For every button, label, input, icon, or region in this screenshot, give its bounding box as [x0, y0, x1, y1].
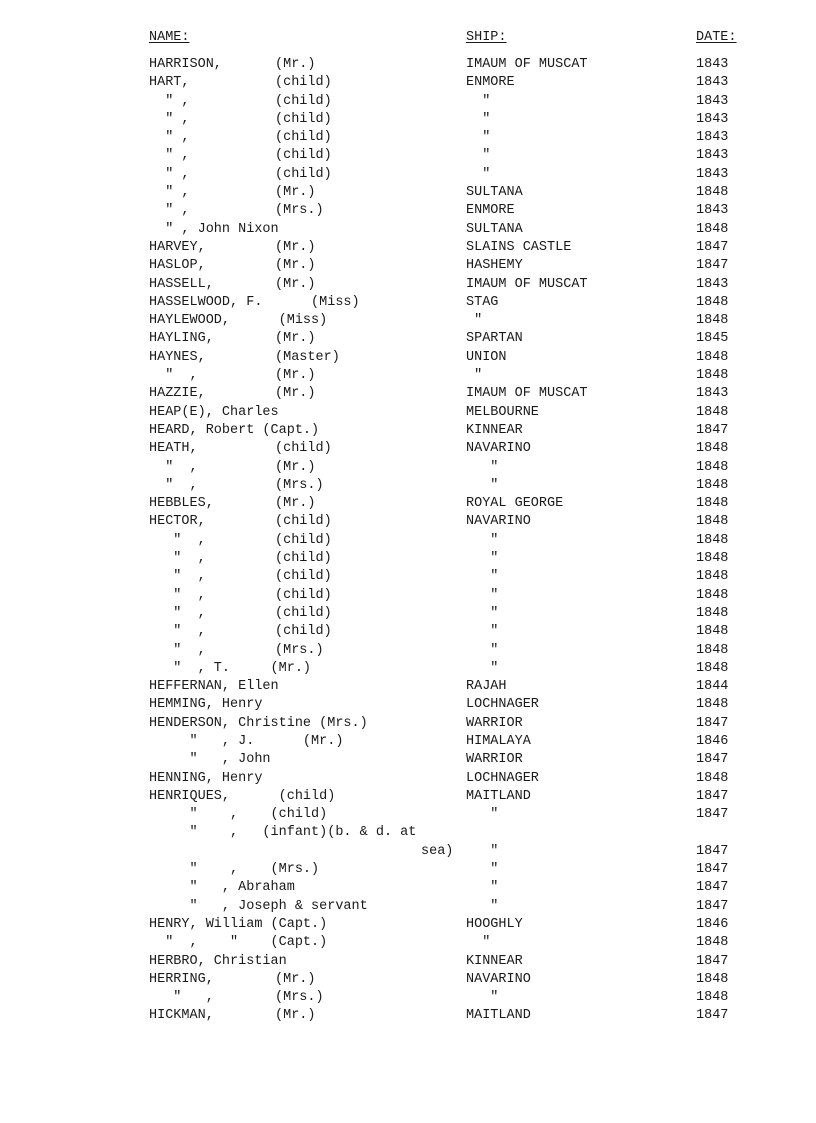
passenger-title: (child) [275, 532, 332, 548]
ship-name: " [466, 935, 491, 951]
passenger-name: HAYNES, [149, 349, 206, 365]
ship-name: UNION [466, 349, 507, 365]
arrival-date: 1848 [696, 349, 729, 365]
arrival-date: 1848 [696, 532, 729, 548]
passenger-row [0, 147, 816, 165]
arrival-date: 1843 [696, 75, 729, 91]
passenger-row [0, 129, 816, 147]
ship-name: ENMORE [466, 75, 515, 91]
ship-name: ROYAL GEORGE [466, 496, 564, 512]
passenger-row [0, 312, 816, 330]
passenger-name: " , [149, 587, 206, 603]
passenger-row [0, 587, 816, 605]
passenger-name: HASSELWOOD, F. (Miss) [149, 294, 360, 310]
arrival-date: 1848 [696, 935, 729, 951]
passenger-row [0, 93, 816, 111]
passenger-row [0, 1007, 816, 1025]
passenger-row [0, 623, 816, 641]
passenger-name: " , " (Capt.) [149, 935, 328, 951]
arrival-date: 1843 [696, 386, 729, 402]
passenger-row [0, 989, 816, 1007]
passenger-name: HEMMING, Henry [149, 697, 263, 713]
column-headers [0, 30, 816, 48]
arrival-date: 1848 [696, 660, 729, 676]
passenger-title: (Mr.) [275, 386, 316, 402]
passenger-name: " , [149, 569, 206, 585]
ship-name: " [466, 166, 491, 182]
passenger-row [0, 532, 816, 550]
arrival-date: 1847 [696, 422, 729, 438]
passenger-name: HENNING, Henry [149, 770, 263, 786]
passenger-row [0, 56, 816, 74]
passenger-row [0, 642, 816, 660]
ship-name: SULTANA [466, 221, 523, 237]
ship-name: " [466, 569, 499, 585]
passenger-row [0, 568, 816, 586]
passenger-title: (child) [275, 605, 332, 621]
arrival-date: 1848 [696, 313, 729, 329]
passenger-row [0, 294, 816, 312]
passenger-row [0, 184, 816, 202]
arrival-date: 1843 [696, 111, 729, 127]
date-column-header: DATE: [696, 30, 737, 45]
passenger-name: HAYLING, [149, 331, 214, 347]
passenger-row [0, 477, 816, 495]
ship-name: " [466, 990, 499, 1006]
passenger-name: " , [149, 185, 190, 201]
ship-name: IMAUM OF MUSCAT [466, 276, 588, 292]
ship-name: " [466, 313, 483, 329]
passenger-title: (child) [275, 111, 332, 127]
ship-name: " [466, 624, 499, 640]
arrival-date: 1848 [696, 770, 729, 786]
passenger-name: " , J. (Mr.) [149, 733, 344, 749]
arrival-date: 1847 [696, 258, 729, 274]
passenger-name: " , [149, 624, 206, 640]
ship-name: ENMORE [466, 203, 515, 219]
arrival-date: 1847 [696, 862, 729, 878]
passenger-row [0, 221, 816, 239]
passenger-row [0, 385, 816, 403]
passenger-name: HEBBLES, [149, 496, 214, 512]
passenger-name: " , Joseph & servant [149, 898, 368, 914]
arrival-date: 1847 [696, 898, 729, 914]
passenger-name: " , [149, 532, 206, 548]
passenger-row [0, 330, 816, 348]
passenger-row [0, 257, 816, 275]
arrival-date: 1848 [696, 221, 729, 237]
ship-column-header: SHIP: [466, 30, 507, 45]
passenger-name: HERBRO, Christian [149, 953, 287, 969]
arrival-date: 1848 [696, 551, 729, 567]
arrival-date: 1846 [696, 733, 729, 749]
passenger-name: HARVEY, [149, 239, 206, 255]
passenger-title: (Mr.) [275, 258, 316, 274]
passenger-name: HENDERSON, Christine (Mrs.) [149, 715, 368, 731]
ship-name: HOOGHLY [466, 916, 523, 932]
ship-name: NAVARINO [466, 514, 531, 530]
arrival-date: 1848 [696, 971, 729, 987]
ship-name: " [466, 111, 491, 127]
arrival-date: 1847 [696, 843, 729, 859]
ship-name: " [466, 587, 499, 603]
passenger-row [0, 605, 816, 623]
passenger-title: (Mrs.) [275, 642, 324, 658]
passenger-title: (child) [275, 75, 332, 91]
passenger-row [0, 715, 816, 733]
passenger-row [0, 440, 816, 458]
ship-name: LOCHNAGER [466, 770, 539, 786]
arrival-date: 1847 [696, 1008, 729, 1024]
arrival-date: 1848 [696, 569, 729, 585]
passenger-title: (child) [275, 624, 332, 640]
passenger-row [0, 843, 816, 861]
passenger-name: " , [149, 93, 190, 109]
passenger-title: (Mr.) [275, 459, 316, 475]
ship-name: SPARTAN [466, 331, 523, 347]
arrival-date: 1843 [696, 57, 729, 72]
ship-name: LOCHNAGER [466, 697, 539, 713]
passenger-row [0, 349, 816, 367]
passenger-name: " , [149, 203, 190, 219]
passenger-row [0, 111, 816, 129]
passenger-name: HAYLEWOOD, (Miss) [149, 313, 328, 329]
arrival-date: 1844 [696, 679, 729, 695]
passenger-row [0, 276, 816, 294]
arrival-date: 1843 [696, 148, 729, 164]
arrival-date: 1848 [696, 990, 729, 1006]
passenger-name: HART, [149, 75, 190, 91]
passenger-title: (Mr.) [275, 971, 316, 987]
passenger-title: (child) [275, 148, 332, 164]
passenger-name: " , John [149, 752, 271, 768]
passenger-name: " , [149, 990, 214, 1006]
passenger-title: (child) [275, 130, 332, 146]
passenger-name: " , [149, 148, 190, 164]
passenger-row [0, 459, 816, 477]
arrival-date: 1847 [696, 807, 729, 823]
passenger-name: " , [149, 111, 190, 127]
arrival-date: 1848 [696, 368, 729, 384]
passenger-row [0, 513, 816, 531]
passenger-name: HERRING, [149, 971, 214, 987]
ship-name: " [466, 148, 491, 164]
ship-name: " [466, 880, 499, 896]
passenger-title: (Mr.) [275, 276, 316, 292]
ship-name: MELBOURNE [466, 404, 539, 420]
passenger-row [0, 971, 816, 989]
passenger-name: " , [149, 551, 206, 567]
arrival-date: 1848 [696, 294, 729, 310]
passenger-row [0, 660, 816, 678]
arrival-date: 1843 [696, 130, 729, 146]
passenger-name: " , [149, 477, 198, 493]
passenger-name: HEAP(E), Charles [149, 404, 279, 420]
ship-name: " [466, 368, 483, 384]
passenger-row [0, 879, 816, 897]
ship-name: " [466, 843, 499, 859]
passenger-title: (Mr.) [275, 1008, 316, 1024]
passenger-name: HEARD, Robert (Capt.) [149, 422, 320, 438]
arrival-date: 1845 [696, 331, 729, 347]
passenger-title: (child) [275, 93, 332, 109]
ship-name: SLAINS CASTLE [466, 239, 572, 255]
passenger-name: " , [149, 368, 198, 384]
ship-name: HIMALAYA [466, 733, 531, 749]
passenger-name: HARRISON, [149, 57, 222, 72]
passenger-name: " , (infant)(b. & d. at [149, 825, 417, 841]
arrival-date: 1847 [696, 880, 729, 896]
arrival-date: 1848 [696, 496, 729, 512]
ship-name: " [466, 605, 499, 621]
passenger-name: " , John Nixon [149, 221, 279, 237]
ship-name: MAITLAND [466, 788, 531, 804]
passenger-title: (Mr.) [275, 57, 316, 72]
passenger-title: (child) [275, 514, 332, 530]
ship-name: NAVARINO [466, 971, 531, 987]
ship-name: " [466, 642, 499, 658]
ship-name: SULTANA [466, 185, 523, 201]
arrival-date: 1847 [696, 239, 729, 255]
passenger-title: (Mrs.) [275, 477, 324, 493]
passenger-row [0, 166, 816, 184]
passenger-name: " , Abraham [149, 880, 295, 896]
arrival-date: 1848 [696, 624, 729, 640]
passenger-title: (Mr.) [275, 496, 316, 512]
passenger-name: " , [149, 130, 190, 146]
arrival-date: 1847 [696, 752, 729, 768]
passenger-title: (Master) [275, 349, 340, 365]
passenger-name: sea) [421, 843, 454, 859]
passenger-row [0, 953, 816, 971]
ship-name: STAG [466, 294, 499, 310]
passenger-name: HECTOR, [149, 514, 206, 530]
arrival-date: 1847 [696, 953, 729, 969]
passenger-row [0, 733, 816, 751]
passenger-row [0, 550, 816, 568]
passenger-row [0, 239, 816, 257]
passenger-row [0, 934, 816, 952]
passenger-title: (child) [275, 441, 332, 457]
passenger-title: (child) [275, 166, 332, 182]
passenger-name: " , [149, 166, 190, 182]
arrival-date: 1848 [696, 697, 729, 713]
arrival-date: 1843 [696, 93, 729, 109]
arrival-date: 1847 [696, 788, 729, 804]
passenger-row [0, 404, 816, 422]
passenger-row [0, 678, 816, 696]
ship-name: " [466, 660, 499, 676]
ship-name: " [466, 477, 499, 493]
passenger-row [0, 422, 816, 440]
passenger-name: HICKMAN, [149, 1008, 214, 1024]
ship-name: IMAUM OF MUSCAT [466, 386, 588, 402]
ship-name: WARRIOR [466, 715, 523, 731]
arrival-date: 1848 [696, 185, 729, 201]
passenger-row [0, 824, 816, 842]
passenger-row [0, 74, 816, 92]
passenger-name: HASLOP, [149, 258, 206, 274]
ship-name: " [466, 807, 499, 823]
passenger-title: (Mr.) [275, 239, 316, 255]
passenger-row [0, 788, 816, 806]
arrival-date: 1843 [696, 203, 729, 219]
passenger-name: HEFFERNAN, Ellen [149, 679, 279, 695]
ship-name: " [466, 898, 499, 914]
ship-name: NAVARINO [466, 441, 531, 457]
arrival-date: 1848 [696, 459, 729, 475]
passenger-title: (child) [275, 551, 332, 567]
passenger-name: HEATH, [149, 441, 198, 457]
arrival-date: 1848 [696, 642, 729, 658]
ship-name: KINNEAR [466, 422, 523, 438]
passenger-row [0, 696, 816, 714]
passenger-row [0, 495, 816, 513]
passenger-name: " , [149, 605, 206, 621]
ship-name: KINNEAR [466, 953, 523, 969]
passenger-row [0, 367, 816, 385]
ship-name: " [466, 93, 491, 109]
passenger-name: " , [149, 642, 206, 658]
arrival-date: 1848 [696, 441, 729, 457]
ship-name: RAJAH [466, 679, 507, 695]
passenger-title: (Mr.) [275, 368, 316, 384]
passenger-title: (Mr.) [275, 185, 316, 201]
passenger-row [0, 806, 816, 824]
passenger-row [0, 861, 816, 879]
ship-name: " [466, 459, 499, 475]
ship-name: HASHEMY [466, 258, 523, 274]
passenger-row [0, 751, 816, 769]
passenger-row [0, 770, 816, 788]
ship-name: MAITLAND [466, 1008, 531, 1024]
passenger-title: (Mrs.) [275, 203, 324, 219]
passenger-title: (child) [275, 587, 332, 603]
passenger-name: " , (child) [149, 807, 328, 823]
ship-name: WARRIOR [466, 752, 523, 768]
passenger-title: (child) [275, 569, 332, 585]
ship-name: " [466, 130, 491, 146]
passenger-row [0, 202, 816, 220]
passenger-name: HENRY, William (Capt.) [149, 916, 328, 932]
arrival-date: 1848 [696, 404, 729, 420]
arrival-date: 1843 [696, 276, 729, 292]
passenger-name: HENRIQUES, (child) [149, 788, 336, 804]
passenger-title: (Mr.) [275, 331, 316, 347]
passenger-name: " , (Mrs.) [149, 862, 320, 878]
ship-name: IMAUM OF MUSCAT [466, 57, 588, 72]
arrival-date: 1847 [696, 715, 729, 731]
passenger-list [0, 56, 816, 1026]
passenger-title: (Mrs.) [275, 990, 324, 1006]
ship-name: " [466, 862, 499, 878]
arrival-date: 1843 [696, 166, 729, 182]
passenger-name: HASSELL, [149, 276, 214, 292]
name-column-header: NAME: [149, 30, 190, 45]
passenger-name: HAZZIE, [149, 386, 206, 402]
arrival-date: 1848 [696, 514, 729, 530]
arrival-date: 1848 [696, 587, 729, 603]
arrival-date: 1848 [696, 605, 729, 621]
passenger-name: " , T. (Mr.) [149, 660, 312, 676]
passenger-row [0, 916, 816, 934]
ship-name: " [466, 551, 499, 567]
passenger-row [0, 898, 816, 916]
ship-name: " [466, 532, 499, 548]
arrival-date: 1846 [696, 916, 729, 932]
passenger-name: " , [149, 459, 198, 475]
arrival-date: 1848 [696, 477, 729, 493]
